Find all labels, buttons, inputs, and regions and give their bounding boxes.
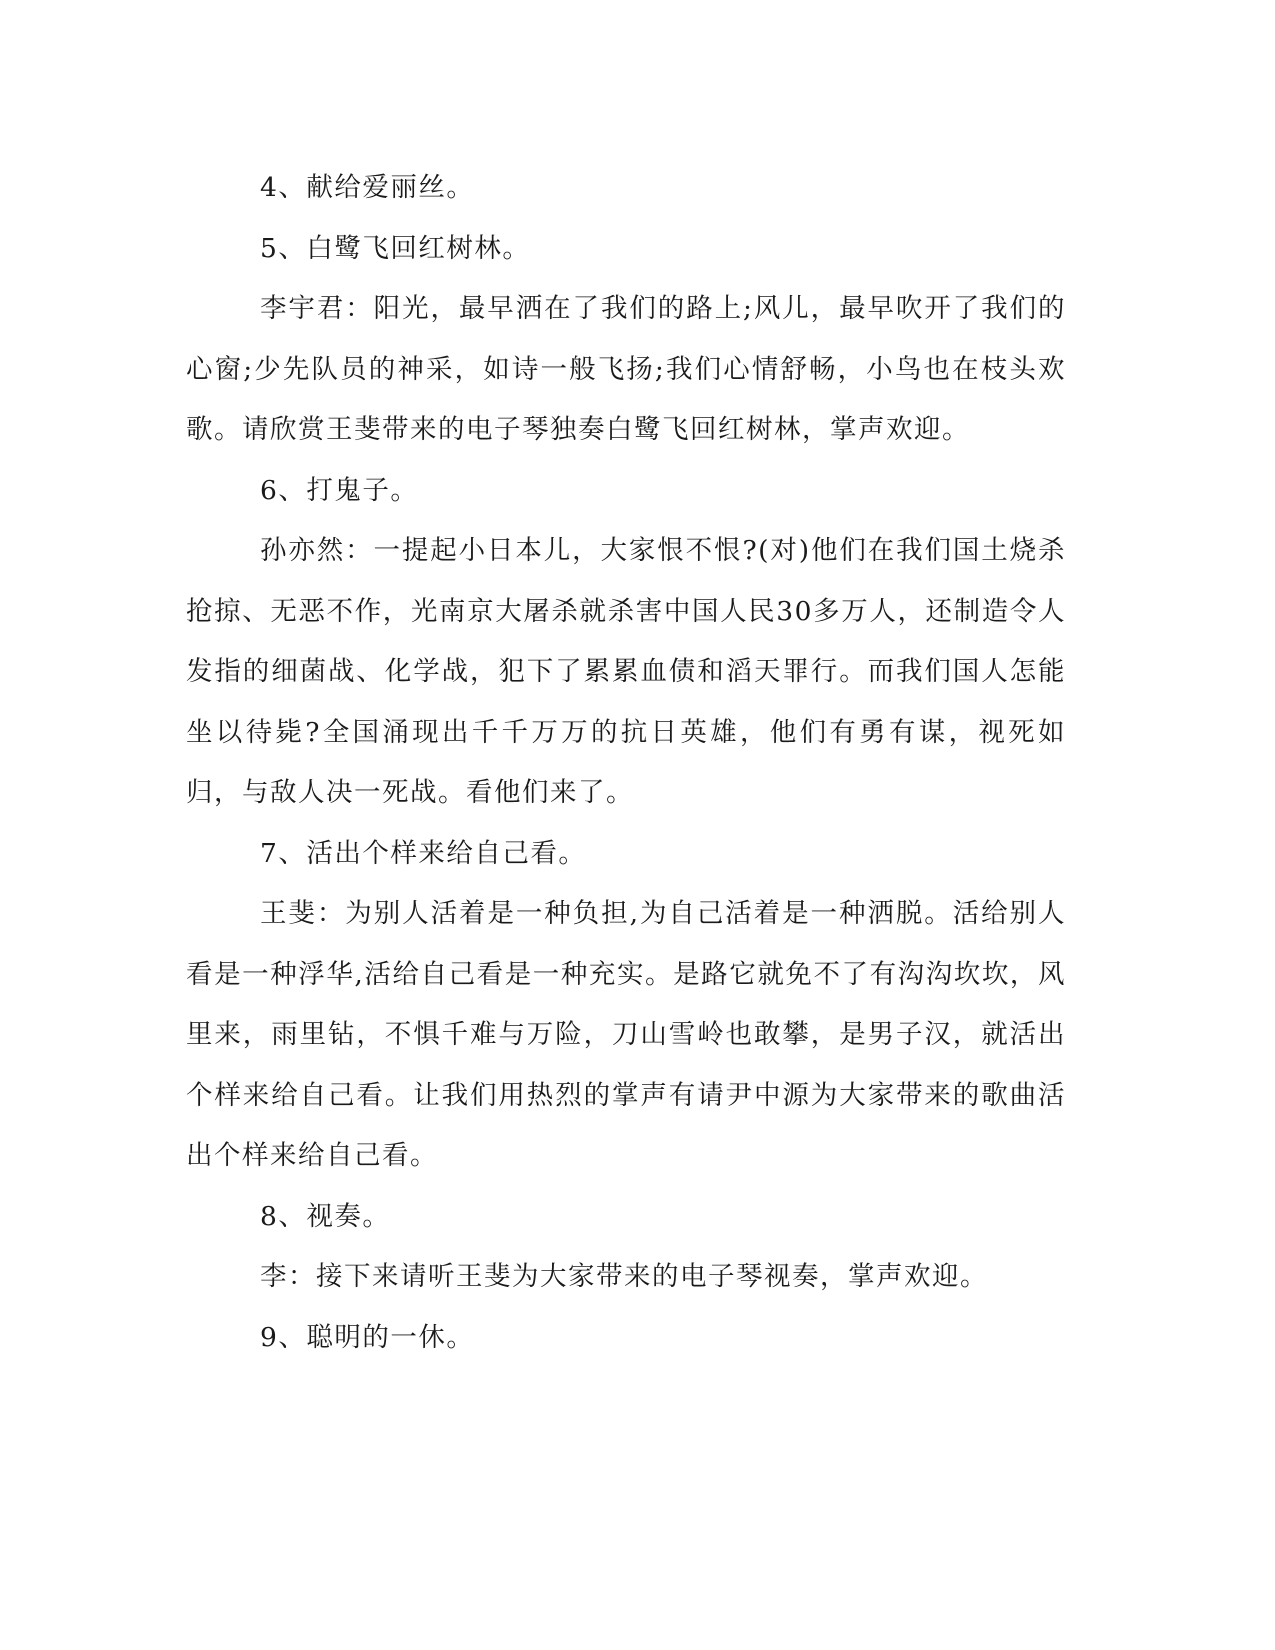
host-script-li: 李：接下来请听王斐为大家带来的电子琴视奏，掌声欢迎。 [260, 1261, 988, 1292]
host-script-wang-fei: 王斐：为别人活着是一种负担,为自己活着是一种洒脱。活给别人看是一种浮华,活给自己看是一种充实。是路它就免不了有沟沟坎坎，风里来，雨里钻，不惧千难与万险，刀山雪岭也敢攀，是男子汉，就活出个样来给自己看。让我们用热烈的掌声有请尹中源为大家带来的歌曲活出个样来给自己看。 [186, 898, 1066, 1171]
program-item-7: 7、活出个样来给自己看。 [260, 837, 587, 869]
document-body [186, 158, 1066, 1368]
program-item-6: 6、打鬼子。 [260, 474, 419, 506]
program-item-5: 5、白鹭飞回红树林。 [260, 232, 531, 264]
program-item-4: 4、献给爱丽丝。 [260, 172, 475, 203]
host-script-li-yujun: 李宇君：阳光，最早洒在了我们的路上;风儿，最早吹开了我们的心窗;少先队员的神采，如诗一般飞扬;我们心情舒畅，小鸟也在枝头欢歌。请欣赏王斐带来的电子琴独奏白鹭飞回红树林，掌声欢迎。 [186, 293, 1066, 445]
host-script-sun-yiran: 孙亦然：一提起小日本儿，大家恨不恨?(对)他们在我们国土烧杀抢掠、无恶不作，光南京大屠杀就杀害中国人民30多万人，还制造令人发指的细菌战、化学战，犯下了累累血债和滔天罪行。而我们国人怎能坐以待毙?全国涌现出千千万万的抗日英雄，他们有勇有谋，视死如归，与敌人决一死战。看他们来了。 [186, 535, 1066, 808]
program-item-8: 8、视奏。 [260, 1200, 391, 1232]
program-item-9: 9、聪明的一休。 [260, 1321, 475, 1353]
